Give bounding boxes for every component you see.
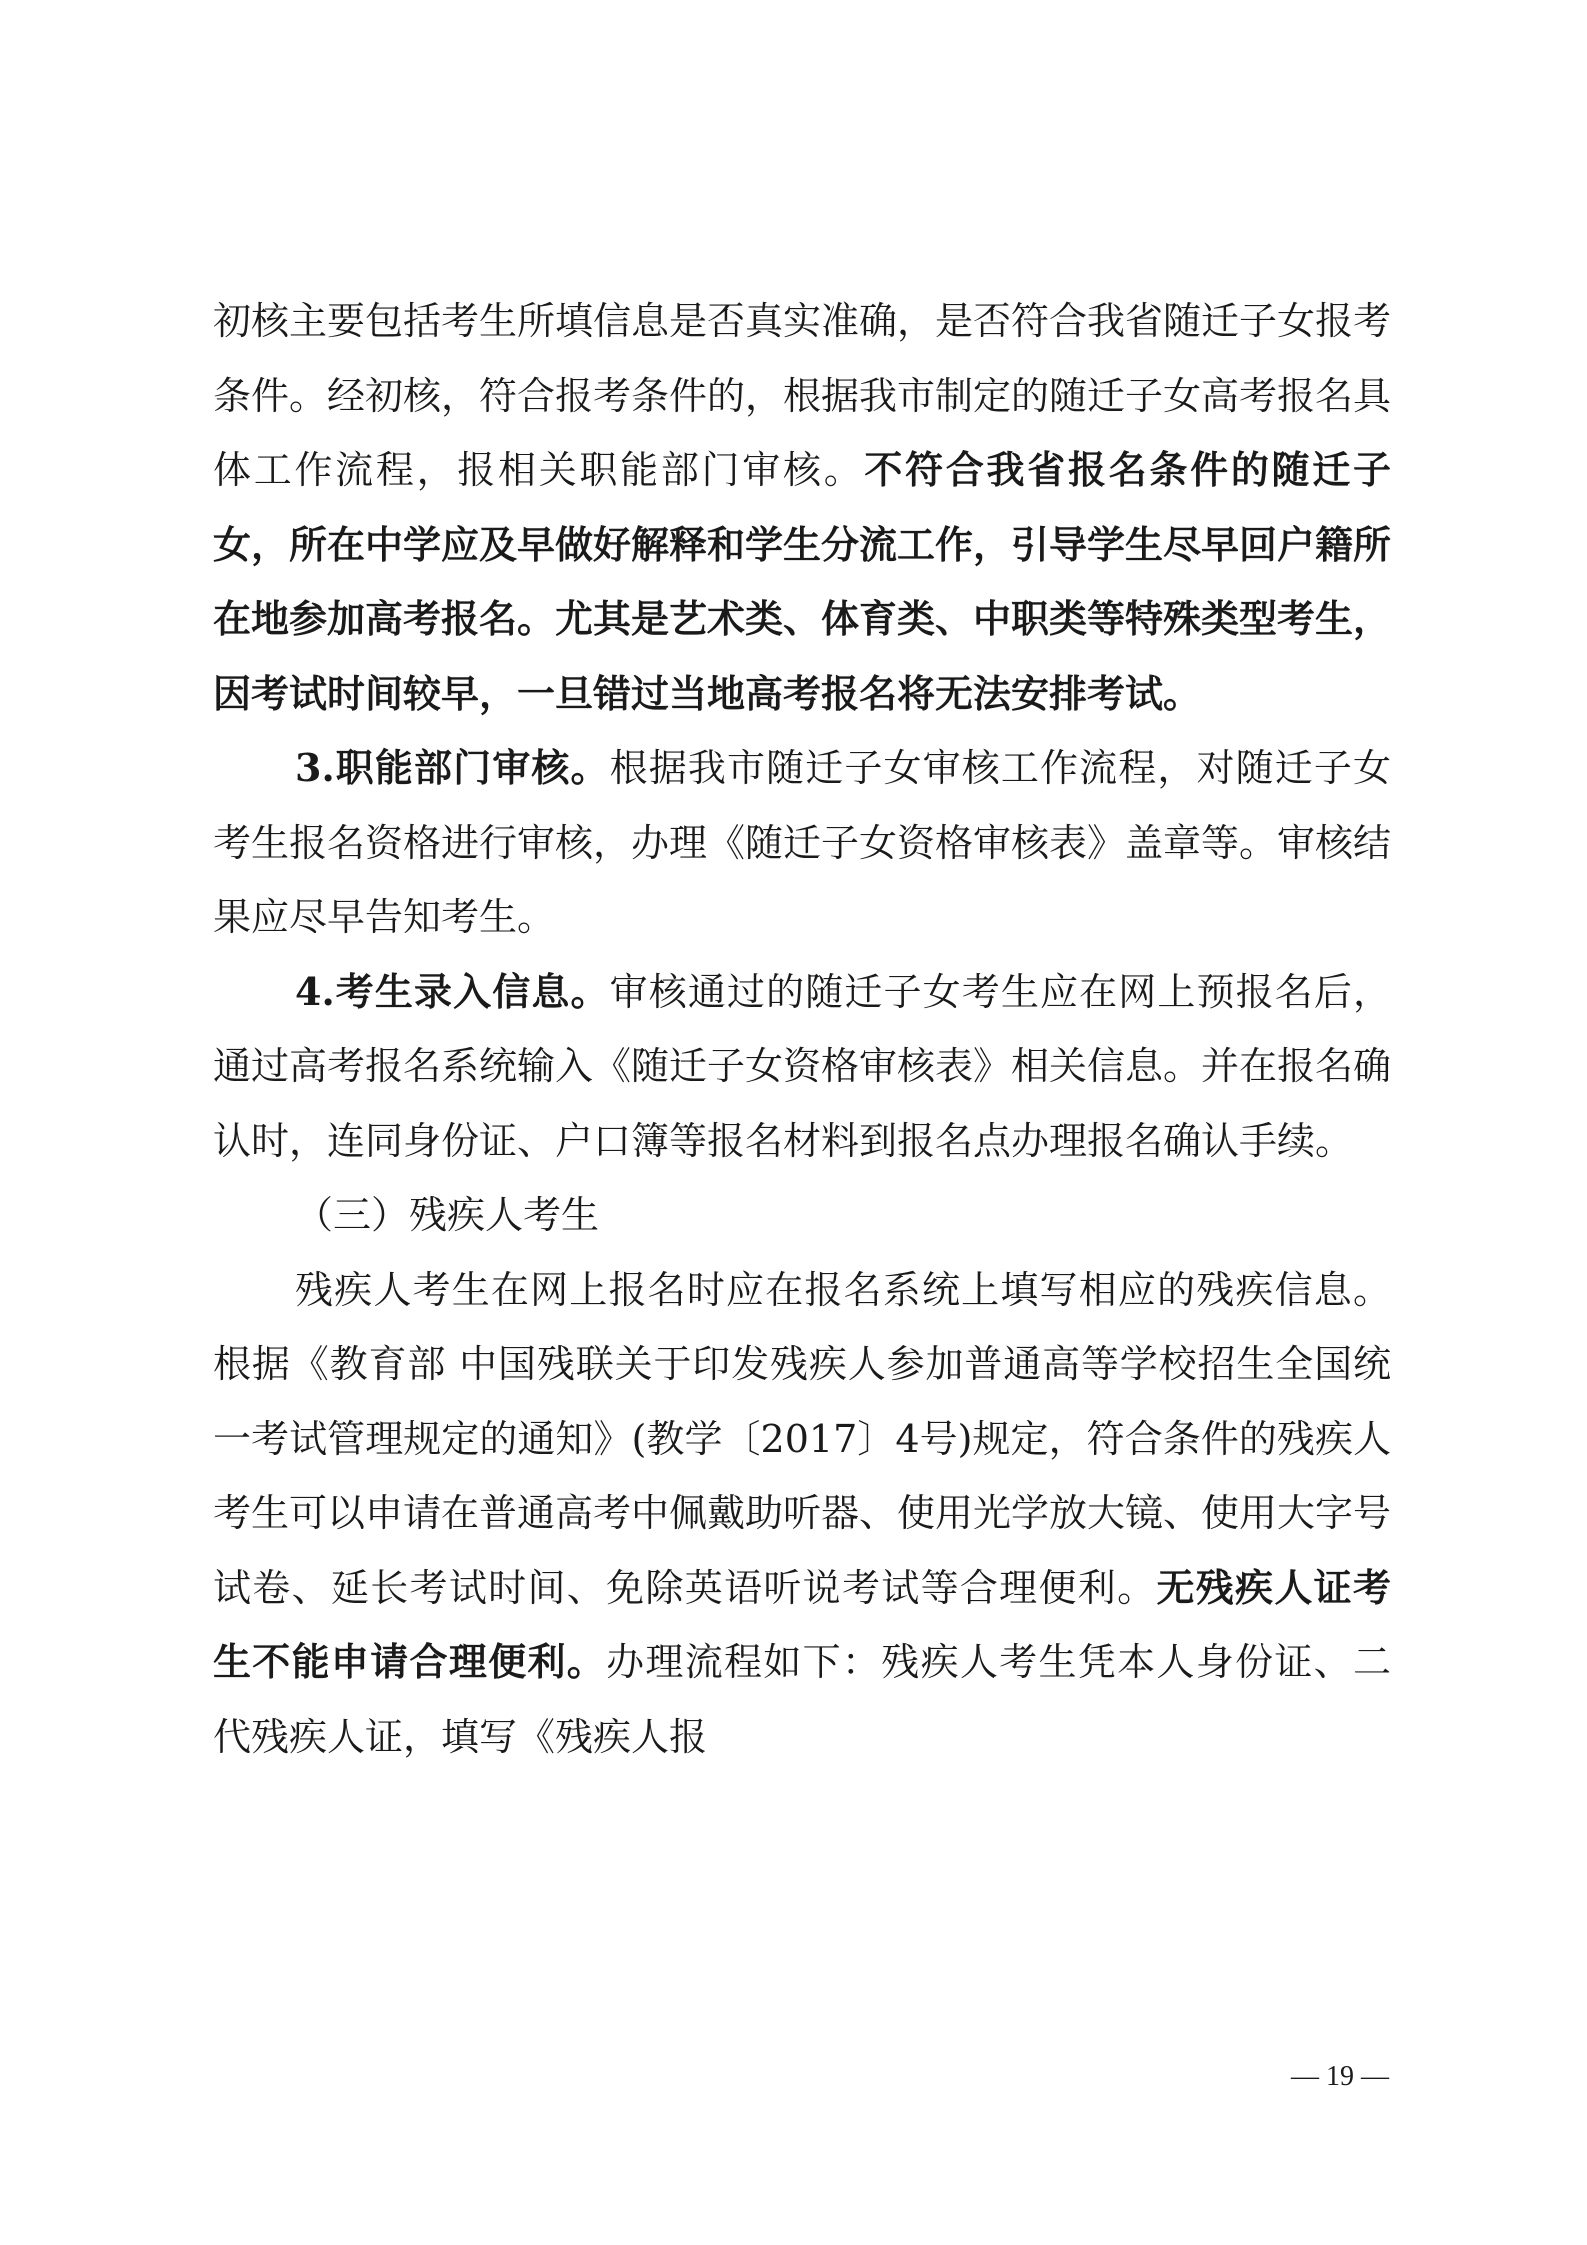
department-review-heading: 3.职能部门审核。: [295, 745, 610, 790]
info-entry-text: 审核通过的随迁子女考生应在网上预报名后，通过高考报名系统输入《随迁子女资格审核表》相关信息。并在报名确认时，连同身份证、户口簿等报名材料到报名点办理报名确认手续。: [213, 969, 1392, 1163]
disabled-candidates-text-2: 办理流程如下：残疾人考生凭本人身份证、二代残疾人证，填写《残疾人报: [213, 1640, 1391, 1759]
section-heading-disabled-candidates: （三）残疾人考生: [295, 1193, 600, 1237]
document-body: [213, 284, 1391, 1774]
info-entry-heading: 4.考生录入信息。: [295, 968, 610, 1014]
initial-review-bold-text: 不符合我省报名条件的随迁子女，所在中学应及早做好解释和学生分流工作，引导学生尽早回户籍所在地参加高考报名。尤其是艺术类、体育类、中职类等特殊类型考生，因考试时间较早，一旦错过当地高考报名将无法安排考试。: [213, 447, 1392, 716]
paragraph-disabled-candidates: [213, 1253, 1391, 1775]
paragraph-info-entry: [213, 955, 1391, 1179]
disabled-candidates-bold-text: 无残疾人证考生不能申请合理便利。: [213, 1564, 1391, 1684]
paragraph-initial-review: [213, 284, 1391, 731]
initial-review-text: 初核主要包括考生所填信息是否真实准确，是否符合我省随迁子女报考条件。经初核，符合报考条件的，根据我市制定的随迁子女高考报名具体工作流程，报相关职能部门审核。: [213, 299, 1392, 492]
department-review-text: 根据我市随迁子女审核工作流程，对随迁子女考生报名资格进行审核，办理《随迁子女资格审核表》盖章等。审核结果应尽早告知考生。: [213, 746, 1392, 939]
page-number: — 19 —: [1291, 2061, 1389, 2092]
disabled-candidates-text-1: 残疾人考生在网上报名时应在报名系统上填写相应的残疾信息。根据《教育部 中国残联关于印发残疾人参加普通高等学校招生全国统一考试管理规定的通知》(教学〔2017〕4号)规定，符合条件的残疾人考生可以申请在普通高考中佩戴助听器、使用光学放大镜、使用大字号试卷、延长考试时间、免除英语听说考试等合理便利。: [213, 1267, 1392, 1610]
paragraph-department-review: [213, 731, 1391, 955]
